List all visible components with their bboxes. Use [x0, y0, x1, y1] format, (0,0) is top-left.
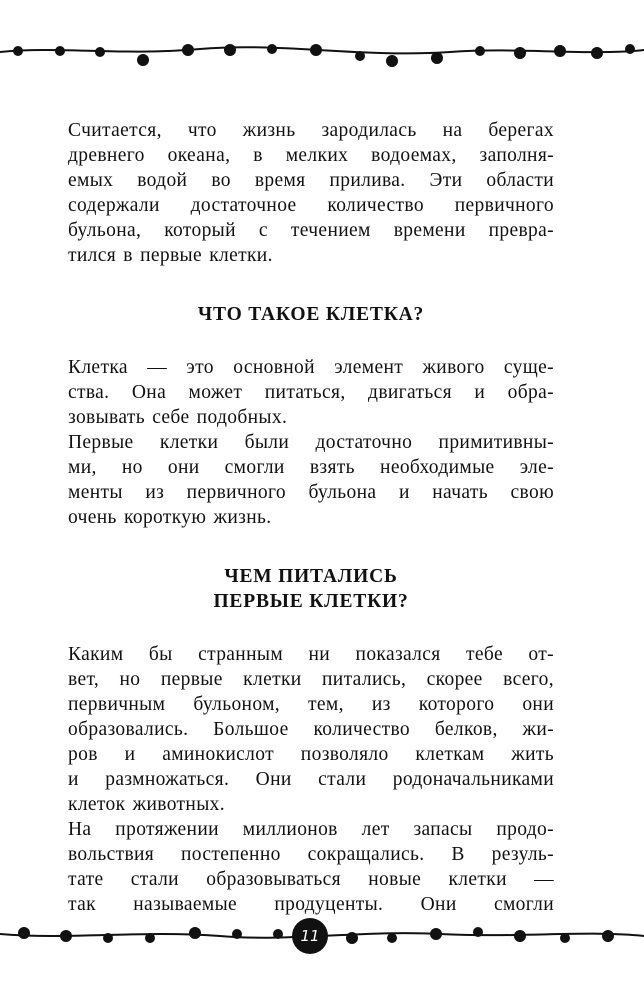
text-line: тился в первые клетки. [68, 245, 273, 266]
section-heading-what-did-cells-eat [68, 564, 554, 614]
page-content [68, 118, 554, 917]
text-line: ства. Она может питаться, двигаться и обра- [68, 382, 554, 403]
text-line: так называемые продуценты. Они смогли [68, 894, 554, 915]
text-line: клеток животных. [68, 794, 225, 815]
page-number-badge [292, 918, 328, 954]
top-bead-border [0, 32, 644, 72]
heading-line: ПЕРВЫЕ КЛЕТКИ? [213, 591, 409, 612]
text-line: вольствия постепенно сокращались. В резуль- [68, 844, 554, 865]
text-line: бульона, который с течением времени превра- [68, 220, 554, 241]
section-heading-what-is-cell [68, 302, 554, 327]
text-line: очень короткую жизнь. [68, 507, 272, 528]
text-line: и размножаться. Они стали родоначальниками [68, 769, 554, 790]
text-line: Каким бы странным ни показался тебе от- [68, 644, 554, 665]
paragraph-2 [68, 355, 554, 530]
heading-line: ЧЕМ ПИТАЛИСЬ [224, 566, 398, 587]
text-line: Клетка — это основной элемент живого суще- [68, 357, 554, 378]
text-line: На протяжении миллионов лет запасы продо- [68, 819, 554, 840]
text-line: менты из первичного бульона и начать свою [68, 482, 554, 503]
text-line: емых водой во время прилива. Эти области [68, 170, 554, 191]
text-line: первичным бульоном, тем, из которого они [68, 694, 554, 715]
text-line: ми, но они смогли взять необходимые эле- [68, 457, 554, 478]
text-line: ров и аминокислот позволяло клеткам жить [68, 744, 554, 765]
text-line: содержали достаточное количество первичного [68, 195, 554, 216]
text-line: тате стали образовываться новые клетки — [68, 869, 554, 890]
heading-line: ЧТО ТАКОЕ КЛЕТКА? [197, 304, 425, 325]
text-line: вет, но первые клетки питались, скорее всего, [68, 669, 554, 690]
text-line: зовывать себе подобных. [68, 407, 288, 428]
text-line: образовались. Большое количество белков, жи- [68, 719, 554, 740]
page-number: 11 [300, 927, 320, 945]
paragraph-3 [68, 642, 554, 917]
text-line: древнего океана, в мелких водоемах, заполня- [68, 145, 554, 166]
text-line: Считается, что жизнь зародилась на берегах [68, 120, 554, 141]
text-line: Первые клетки были достаточно примитивны- [68, 432, 554, 453]
paragraph-1 [68, 118, 554, 268]
